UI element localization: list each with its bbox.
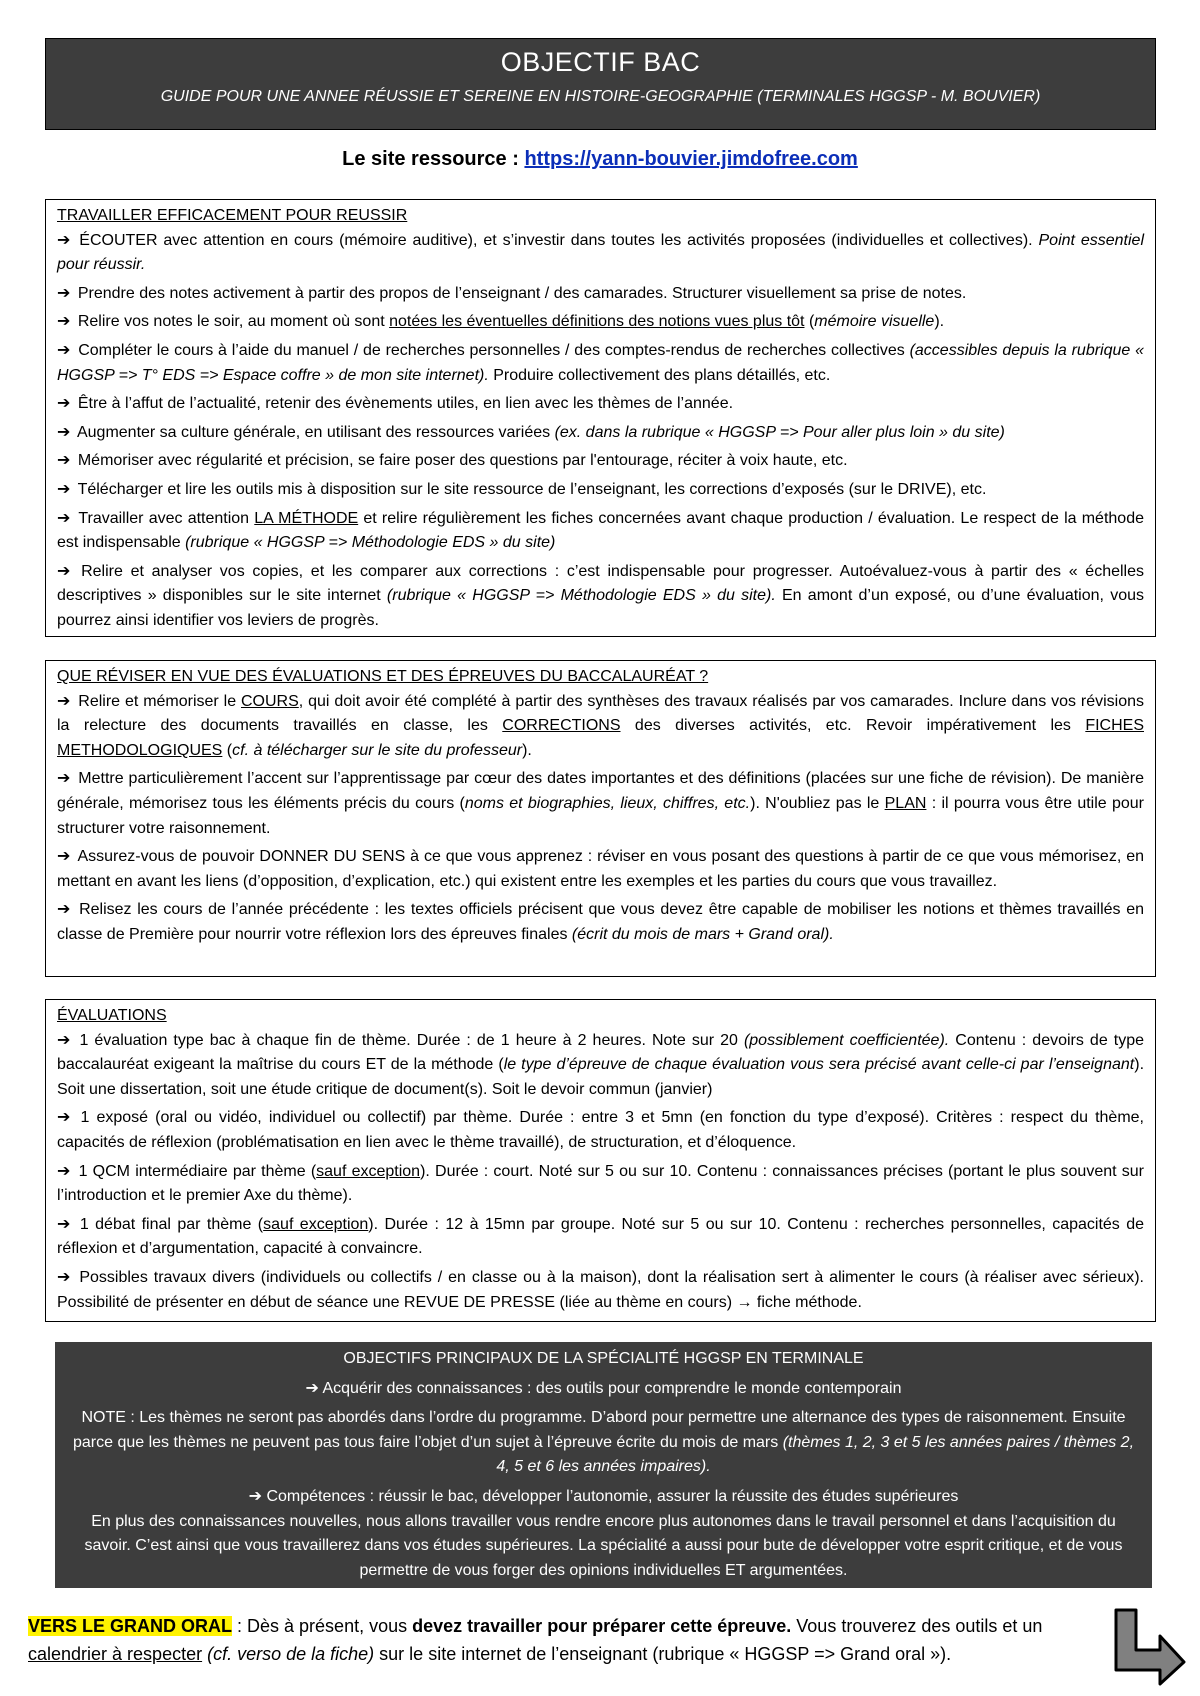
list-item: ➔ Assurez-vous de pouvoir DONNER DU SENS à ce que vous apprenez : réviser en vous posant des questions à partir de ce que vous mémorisez, en mettant en avant les liens (d’opposition, d’explication, etc.) qui existent entre les exemples et les parties du cours que vous travaillez. [57,848,1144,890]
arrow-icon: ➔ [57,770,71,788]
list-item: ➔ Travailler avec attention LA MÉTHODE et relire régulièrement les fiches concernées avant chaque production / évaluation. Le respect de la méthode est indispensable (rubrique « HGGSP => Méthodologie EDS » du site) [57,509,1144,552]
list-item: ➔ Mettre particulièrement l’accent sur l’apprentissage par cœur des dates importantes et des définitions (placées sur une fiche de révision). De manière générale, mémorisez tous les éléments précis du cours (noms et biographies, lieux, chiffres, etc.). N'oubliez pas le PLAN : il pourra vous être utile pour structurer votre raisonnement. [57,770,1145,837]
arrow-icon: ➔ [57,231,71,249]
site-label: Le site ressource : [342,148,525,170]
objective-skills: ➔ Compétences : réussir le bac, développer l’autonomie, assurer la réussite des études supérieures [248,1487,959,1505]
section-evaluations [45,999,1156,1322]
arrow-icon: ➔ [57,509,71,527]
list-item: ➔ Relire vos notes le soir, au moment où sont notées les éventuelles définitions des notions vues plus tôt (mémoire visuelle). [57,313,945,331]
arrow-icon: ➔ [57,341,71,359]
list-item: ➔ Être à l’affut de l’actualité, retenir des évènements utiles, en lien avec les thèmes de l’année. [57,395,734,413]
objectives-paragraph: En plus des connaissances nouvelles, nous allons travailler vous rendre encore plus autonomes dans le travail personnel et dans l’acquisition du savoir. C’est ainsi que vous travaillerez dans vos études supérieures. La spécialité a aussi pour bute de développer votre esprit critique, et de vous permettre de vous forger des opinions individuelles ET argumentées. [84,1512,1123,1579]
page-subtitle: GUIDE POUR UNE ANNEE RÉUSSIE ET SEREINE EN HISTOIRE-GEOGRAPHIE (TERMINALES HGGSP - M. BOUVIER) [160,88,1041,105]
objectives-heading: OBJECTIFS PRINCIPAUX DE LA SPÉCIALITÉ HGGSP EN TERMINALE [343,1350,864,1367]
arrow-icon: ➔ [57,1268,71,1286]
objectives-panel [55,1342,1152,1588]
section-heading: QUE RÉVISER EN VUE DES ÉVALUATIONS ET DES ÉPREUVES DU BACCALAURÉAT ? [57,668,709,685]
section-heading: TRAVAILLER EFFICACEMENT POUR REUSSIR [57,207,408,224]
arrow-icon: ➔ [57,452,71,470]
arrow-icon: ➔ [57,1031,71,1049]
site-line [0,148,1200,171]
arrow-icon: ➔ [57,848,71,866]
header-banner [45,38,1156,130]
arrow-icon: ➔ [57,423,71,441]
list-item: ➔ 1 QCM intermédiaire par thème (sauf exception). Durée : court. Noté sur 5 ou sur 10. Contenu : connaissances précises (portant le plus souvent sur l’introduction et le premier Axe du thème). [57,1162,1144,1205]
arrow-icon: ➔ [57,692,71,710]
list-item: ➔ 1 évaluation type bac à chaque fin de thème. Durée : de 1 heure à 2 heures. Note sur 20 (possiblement coefficientée). Contenu : devoirs de type baccalauréat exigeant la maîtrise du cours ET de la méthode (le type d’épreuve de chaque évaluation vous sera précisé avant celle-ci par l’enseignant). Soit une dissertation, soit une étude critique de document(s). Soit le devoir commun (janvier) [57,1031,1145,1098]
objective-knowledge: ➔ Acquérir des connaissances : des outils pour comprendre le monde contemporain [305,1379,902,1397]
arrow-icon: ➔ [57,395,71,413]
arrow-icon: ➔ [57,480,71,498]
list-item: ➔ Relire et mémoriser le COURS, qui doit avoir été complété à partir des synthèses des travaux réalisés par vos camarades. Inclure dans vos révisions la relecture des documents travaillés en classe, les CORRECTIONS des diverses activités, etc. Revoir impérativement les FICHES METHODOLOGIQUES (cf. à télécharger sur le site du professeur). [57,692,1145,759]
page-title: OBJECTIF BAC [500,47,701,77]
grand-oral-highlight: VERS LE GRAND ORAL [28,1616,233,1636]
list-item: ➔ 1 exposé (oral ou vidéo, individuel ou collectif) par thème. Durée : entre 3 et 5mn (en fonction du type d’exposé). Critères : respect du thème, capacités de réflexion (problématisation en lien avec le thème travaillé), de structuration, et d’éloquence. [57,1109,1144,1151]
arrow-icon: ➔ [57,284,71,302]
arrow-icon: ➔ [57,1109,71,1127]
list-item: ➔ Augmenter sa culture générale, en utilisant des ressources variées (ex. dans la rubrique « HGGSP => Pour aller plus loin » du site) [57,423,1005,441]
grand-oral-note: VERS LE GRAND ORAL : Dès à présent, vous devez travailler pour préparer cette épreuve. Vous trouverez des outils et un calendrier à respecter (cf. verso de la fiche) sur le site internet de l’enseignant (rubrique « HGGSP => Grand oral »). [28,1616,1043,1664]
arrow-icon: ➔ [57,562,71,580]
list-item: ➔ Compléter le cours à l’aide du manuel / de recherches personnelles / des comptes-rendus de recherches collectives (accessibles depuis la rubrique « HGGSP => T° EDS => Espace coffre » de mon site internet). Produire collectivement des plans détaillés, etc. [57,341,1144,384]
list-item: ➔ Télécharger et lire les outils mis à disposition sur le site ressource de l’enseignant, les corrections d’exposés (sur le DRIVE), etc. [57,480,987,498]
arrow-icon: ➔ [57,1215,71,1233]
arrow-icon: ➔ [57,1162,71,1180]
list-item: ➔ Possibles travaux divers (individuels ou collectifs / en classe ou à la maison), dont la réalisation sert à alimenter le cours (à réaliser avec sérieux). Possibilité de présenter en début de séance une REVUE DE PRESSE (liée au thème en cours) → fiche méthode. [57,1268,1144,1311]
list-item: ➔ ÉCOUTER avec attention en cours (mémoire auditive), et s’investir dans toutes les activités proposées (individuelles et collectives). Point essentiel pour réussir. [57,231,1145,274]
objectives-note: NOTE : Les thèmes ne seront pas abordés dans l’ordre du programme. D’abord pour permettre une alternance des types de raisonnement. Ensuite parce que les thèmes ne peuvent pas tous faire l’objet d’un sujet à l’épreuve écrite du mois de mars (thèmes 1, 2, 3 et 5 les années paires / thèmes 2, 4, 5 et 6 les années impaires). [72,1409,1135,1476]
list-item: ➔ Mémoriser avec régularité et précision, se faire poser des questions par l'entourage, réciter à voix haute, etc. [57,452,848,470]
list-item: ➔ Prendre des notes activement à partir des propos de l’enseignant / des camarades. Structurer visuellement sa prise de notes. [57,284,967,302]
section-revision [45,660,1156,977]
list-item: ➔ 1 débat final par thème (sauf exception). Durée : 12 à 15mn par groupe. Noté sur 5 ou sur 10. Contenu : recherches personnelles, capacités de réflexion et d’argumentation, capacité à convaincre. [57,1215,1144,1258]
section-work-efficiently [45,199,1156,637]
bent-arrow-icon [1108,1606,1188,1686]
list-item: ➔ Relisez les cours de l’année précédente : les textes officiels précisent que vous devez être capable de mobiliser les notions et thèmes travaillés en classe de Première pour nourrir votre réflexion lors des épreuves finales (écrit du mois de mars + Grand oral). [57,901,1144,943]
arrow-icon: ➔ [57,901,71,919]
arrow-icon: ➔ [57,313,71,331]
site-link[interactable]: https://yann-bouvier.jimdofree.com [524,148,858,170]
list-item: ➔ Relire et analyser vos copies, et les comparer aux corrections : c’est indispensable pour progresser. Autoévaluez-vous à partir des « échelles descriptives » disponibles sur le site internet (rubrique « HGGSP => Méthodologie EDS » du site). En amont d’un exposé, ou d’une évaluation, vous pourrez ainsi identifier vos leviers de progrès. [57,562,1144,629]
section-heading: ÉVALUATIONS [57,1007,167,1024]
